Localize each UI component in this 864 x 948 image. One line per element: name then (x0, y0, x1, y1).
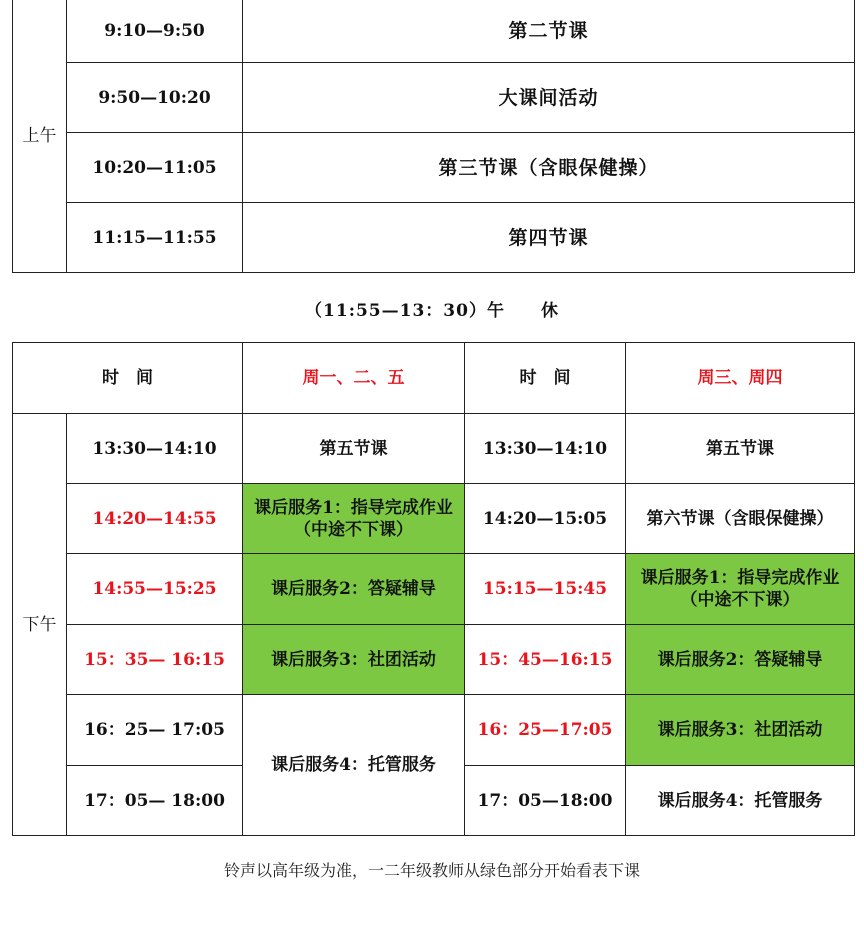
afternoon-label: 下午 (13, 414, 67, 836)
activity-cell: 课后服务4：托管服务 (626, 766, 855, 836)
time-cell: 13:30—14:10 (465, 414, 626, 484)
afternoon-schedule-table (12, 342, 855, 836)
morning-schedule-table (12, 0, 855, 273)
activity-cell: 课后服务2：答疑辅导 (243, 554, 465, 625)
activity-cell: 课后服务1：指导完成作业（中途不下课） (243, 484, 465, 554)
table-row (13, 554, 855, 625)
time-cell: 9:50—10:20 (67, 63, 243, 133)
table-row (13, 484, 855, 554)
header-days-a: 周一、二、五 (243, 343, 465, 414)
header-days-b: 周三、周四 (626, 343, 855, 414)
table-row (13, 625, 855, 695)
noon-break-label: （11:55—13：30）午 休 (305, 301, 559, 321)
activity-cell: 第三节课（含眼保健操） (243, 133, 855, 203)
time-cell: 15:15—15:45 (465, 554, 626, 625)
activity-cell: 第四节课 (243, 203, 855, 273)
activity-cell: 第五节课 (626, 414, 855, 484)
table-row (13, 203, 855, 273)
time-cell: 14:55—15:25 (67, 554, 243, 625)
activity-cell: 课后服务4：托管服务 (243, 695, 465, 836)
footnote: 铃声以高年级为准，一二年级教师从绿色部分开始看表下课 (223, 861, 640, 880)
activity-cell: 课后服务3：社团活动 (626, 695, 855, 766)
table-row (13, 0, 855, 63)
activity-cell: 课后服务2：答疑辅导 (626, 625, 855, 695)
activity-cell: 大课间活动 (243, 63, 855, 133)
time-cell: 14:20—14:55 (67, 484, 243, 554)
time-cell: 14:20—15:05 (465, 484, 626, 554)
morning-label: 上午 (13, 0, 67, 273)
table-row (13, 133, 855, 203)
table-row (13, 414, 855, 484)
time-cell: 10:20—11:05 (67, 133, 243, 203)
header-row (13, 343, 855, 414)
time-cell: 16：25—17:05 (465, 695, 626, 766)
activity-cell: 课后服务1：指导完成作业（中途不下课） (626, 554, 855, 625)
time-cell: 15：45—16:15 (465, 625, 626, 695)
time-cell: 16：25— 17:05 (67, 695, 243, 766)
time-cell: 9:10—9:50 (67, 0, 243, 63)
header-time-b: 时 间 (465, 343, 626, 414)
time-cell: 15：35— 16:15 (67, 625, 243, 695)
time-cell: 11:15—11:55 (67, 203, 243, 273)
activity-cell: 第二节课 (243, 0, 855, 63)
time-cell: 13:30—14:10 (67, 414, 243, 484)
header-time-a: 时 间 (13, 343, 243, 414)
table-row (13, 695, 855, 766)
table-row (13, 63, 855, 133)
time-cell: 17：05—18:00 (465, 766, 626, 836)
activity-cell: 第六节课（含眼保健操） (626, 484, 855, 554)
activity-cell: 课后服务3：社团活动 (243, 625, 465, 695)
activity-cell: 第五节课 (243, 414, 465, 484)
time-cell: 17：05— 18:00 (67, 766, 243, 836)
